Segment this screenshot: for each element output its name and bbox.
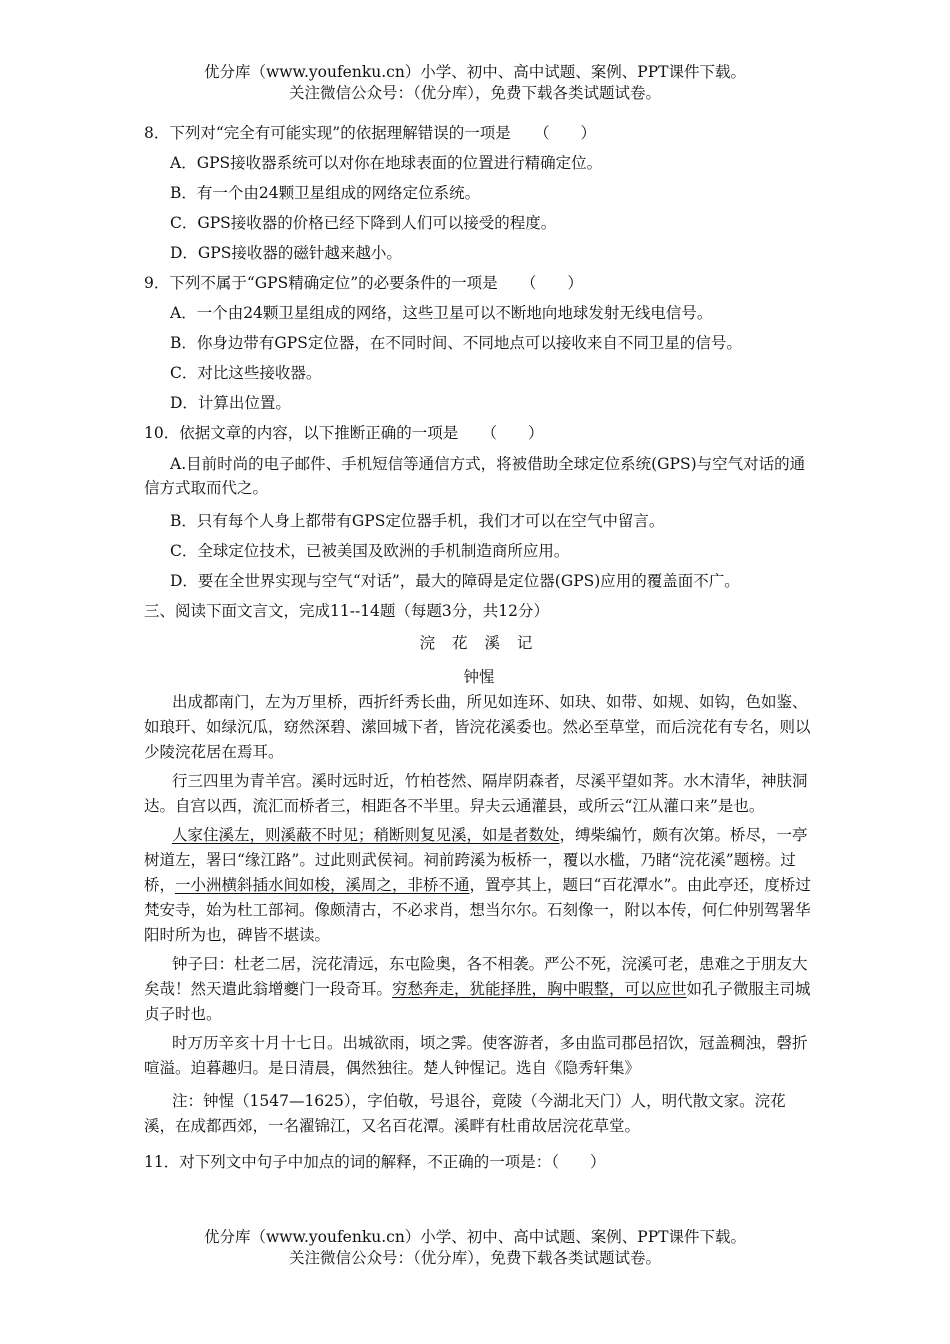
essay-paragraph-3-text-1: ，缚柴编竹，颇有次第。桥尽，一亭树道左，署曰“缘江路”。过此则武侯祠。祠前跨溪为板桥一，覆以水槛，乃睹“浣花溪”题榜。过桥，: [144, 826, 808, 894]
question-8-option-b: B．有一个由24颗卫星组成的网络定位系统。: [170, 184, 481, 202]
underlined-sentence-3: 穷愁奔走，犹能择胜，胸中暇整，可以应世: [392, 980, 687, 998]
essay-paragraph-4: [144, 952, 814, 1027]
essay-paragraph-3-text-2: ，置亭其上，题曰“百花潭水”。由此亭还，度桥过梵安寺，始为杜工部祠。像颇清古，不必求肖，想当尔尔。石刻像一，附以本传，何仁仲别驾署华阳时所为也，碑皆不堪读。: [144, 876, 811, 944]
question-8-option-d: D．GPS接收器的磁针越来越小。: [170, 244, 402, 262]
question-10-option-a: A.目前时尚的电子邮件、手机短信等通信方式，将被借助全球定位系统(GPS)与空气对话的通信方式取而代之。: [144, 455, 806, 497]
essay-paragraph-4-text-2: 如孔子微服主司城贞子时也。: [144, 980, 811, 1023]
page-header: [0, 62, 950, 104]
question-9-option-c: C．对比这些接收器。: [170, 364, 322, 382]
underlined-sentence-1: 人家住溪左，则溪蔽不时见；稍断则复见溪，如是者数处: [172, 826, 560, 844]
question-10-stem: 10．依据文章的内容，以下推断正确的一项是 （ ）: [144, 424, 544, 442]
essay-paragraph-1: 出成都南门，左为万里桥，西折纤秀长曲，所见如连环、如玦、如带、如规、如钩，色如鉴、如琅玕、如绿沉瓜，窈然深碧、潆回城下者，皆浣花溪委也。然必至草堂，而后浣花有专名，则以少陵浣花居在焉耳。: [144, 693, 811, 761]
question-9-option-a: A．一个由24颗卫星组成的网络，这些卫星可以不断地向地球发射无线电信号。: [170, 304, 713, 322]
question-9-stem: 9．下列不属于“GPS精确定位”的必要条件的一项是 （ ）: [144, 274, 583, 292]
essay-title: 浣 花 溪 记: [419, 634, 539, 652]
question-9-option-b: B．你身边带有GPS定位器，在不同时间、不同地点可以接收来自不同卫星的信号。: [170, 334, 742, 352]
footer-line-1: 优分库（www.youfenku.cn）小学、初中、高中试题、案例、PPT课件下载。: [203, 1228, 747, 1246]
essay-paragraph-3: [144, 823, 814, 948]
essay-paragraph-5: 时万历辛亥十月十七日。出城欲雨，顷之霁。使客游者，多由监司郡邑招饮，冠盖稠浊，磬折喧溢。迫暮趣归。是日清晨，偶然独往。楚人钟惺记。选自《隐秀轩集》: [144, 1034, 808, 1077]
essay-paragraph-4-text-1: 钟子曰：杜老二居，浣花清远，东屯险奥，各不相袭。严公不死，浣溪可老，患难之于朋友大矣哉！然天遣此翁增夔门一段奇耳。: [144, 955, 808, 998]
question-10-option-b: B．只有每个人身上都带有GPS定位器手机，我们才可以在空气中留言。: [170, 512, 665, 530]
section-3-heading: 三、阅读下面文言文，完成11--14题（每题3分，共12分）: [144, 602, 550, 620]
underlined-sentence-2: 一小洲横斜插水间如梭，溪周之，非桥不通: [175, 876, 470, 894]
question-8-option-c: C．GPS接收器的价格已经下降到人们可以接受的程度。: [170, 214, 557, 232]
question-10-option-d: D．要在全世界实现与空气“对话”，最大的障碍是定位器(GPS)应用的覆盖面不广。: [170, 572, 740, 590]
question-8-stem: 8．下列对“完全有可能实现”的依据理解错误的一项是 （ ）: [144, 124, 596, 142]
essay-author: 钟惺: [463, 668, 495, 686]
header-line-1: 优分库（www.youfenku.cn）小学、初中、高中试题、案例、PPT课件下载。: [203, 63, 747, 81]
question-9-option-d: D．计算出位置。: [170, 394, 291, 412]
question-8-option-a: A．GPS接收器系统可以对你在地球表面的位置进行精确定位。: [170, 154, 603, 172]
essay-paragraph-2: 行三四里为青羊宫。溪时远时近，竹柏苍然、隔岸阴森者，尽溪平望如荠。水木清华，神肤洞达。自宫以西，流汇而桥者三，相距各不半里。舁夫云通灌县，或所云“江从灌口来”是也。: [144, 772, 808, 815]
header-line-2: 关注微信公众号：（优分库），免费下载各类试题试卷。: [288, 84, 661, 102]
question-10-option-c: C．全球定位技术，已被美国及欧洲的手机制造商所应用。: [170, 542, 570, 560]
page-footer: [0, 1227, 950, 1269]
essay-note: 注：钟惺（1547—1625），字伯敬，号退谷，竟陵（今湖北天门）人，明代散文家。浣花溪，在成都西郊，一名濯锦江，又名百花潭。溪畔有杜甫故居浣花草堂。: [144, 1092, 786, 1135]
question-11-stem: 11．对下列文中句子中加点的词的解释，不正确的一项是：（ ）: [144, 1153, 606, 1171]
page-content: [144, 118, 814, 1177]
footer-line-2: 关注微信公众号：（优分库），免费下载各类试题试卷。: [288, 1249, 661, 1267]
